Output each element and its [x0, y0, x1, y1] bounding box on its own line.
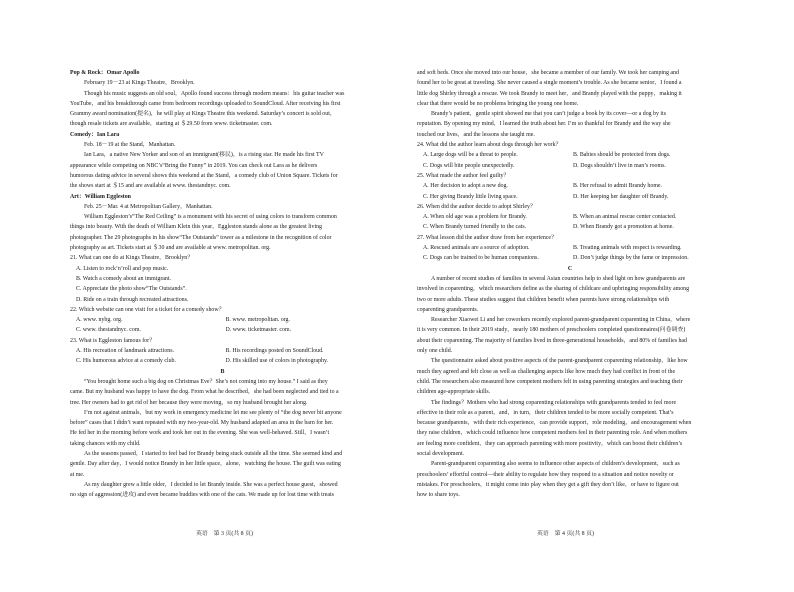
text-line: I’m not against animals，but my work in emergency medicine let me see plenty of “the dog never bit anyone	[84, 409, 342, 416]
text-line: 27. What lesson did the author draw from her experience？	[417, 234, 557, 241]
text-line: social development.	[417, 450, 465, 457]
text-line: little dog Shirley through a rescue. We took Brandy to meet her，and Brandy played with the puppy，making it	[417, 90, 682, 97]
option-text: C. His humorous advice at a comedy club.	[76, 358, 176, 365]
right-page-footer: 英语 第 4 页(共 8 页)	[537, 531, 594, 537]
text-line: the shows start at ＄15 and are available at www. thestandnyc. com.	[70, 183, 231, 190]
option-row	[417, 243, 723, 253]
text-line: D. Ride on a train through recreated attractions.	[76, 296, 189, 303]
option-text: A. His recreation of landmark attractions.	[76, 348, 174, 355]
text-line: He fed her in the morning before work and took her out in the evening. She was well-behaved. Still，I wasn’t	[70, 430, 330, 437]
text-line: Brandy’s patient，gentle spirit showed me that you can’t judge a book by its cover—or a dog by its	[431, 111, 666, 118]
text-line: YouTube，and his breakthrough came from bedroom recordings uploaded to SoundCloud. After receiving his first	[70, 100, 341, 107]
option-text: A. Her decision to adopt a new dog.	[423, 183, 508, 190]
option-text: B. His recordings posted on SoundCloud.	[225, 348, 324, 355]
text-line: reputation. By opening my mind，I learned the truth about her. I’m so thankful for Brandy and the way she	[417, 121, 671, 128]
text-line: William Eggleston’s“The Red Ceiling” is a monument with his secret of using colors to transform common	[84, 214, 337, 221]
text-line: 25. What made the author feel guilty？	[417, 172, 510, 179]
text-line: The findings？Mothers who had strong coparenting relationships with grandparents tended to feel more	[431, 399, 677, 406]
text-line: 22. Which website can one visit for a ticket for a comedy show？	[70, 306, 225, 313]
text-line: found her to be great at traveling. She never caused a single moment’s trouble. As she became senior，I found a	[417, 80, 682, 87]
option-text: B. Treating animals with respect is rewarding.	[573, 245, 682, 252]
passage-label: B	[220, 368, 225, 375]
text-line: B. Watch a comedy about an immigrant.	[76, 275, 171, 282]
text-line: The questionnaire asked about positive aspects of the parent-grandparent coparenting relationship，like how	[431, 358, 688, 365]
option-row	[70, 356, 375, 366]
text-line: are feeling more confident，they can approach parenting with more positivity，which can boost their children’s	[417, 440, 683, 447]
text-line: they raise children，which could influence how competent mothers feel in their parenting role. And when mothers	[417, 430, 688, 437]
option-text: D. Dogs shouldn’t live in man’s rooms.	[573, 162, 666, 169]
option-text: C. www. thestandnyc. com.	[76, 327, 141, 334]
right-page-text	[417, 68, 723, 500]
option-row	[417, 181, 723, 191]
option-row	[70, 315, 375, 325]
option-row	[417, 222, 723, 232]
option-text: A. www. nybg. org.	[76, 317, 123, 324]
text-line: involved in coparenting，which researchers define as the sharing of childcare and upbringing responsibility among	[417, 286, 690, 293]
text-line: mistakes. For preschoolers，it might come into play when they get a gift they don’t like，or have to figure out	[417, 481, 679, 488]
option-row	[417, 192, 723, 202]
text-line: though resale tickets are available，starting at ＄29.50 from www. ticketmaster. com.	[70, 121, 273, 128]
text-line: 21. What can one do at Kings Theatre，Brooklyn？	[70, 255, 194, 262]
text-line: only one child.	[417, 348, 453, 355]
text-line: humorous dating advice in several shows this weekend at the Stand，a comedy club of Union Square. Tickets for	[70, 172, 338, 179]
option-text: D. His skilled use of colors in photography.	[225, 358, 329, 365]
option-text: C. Dogs will bite people unexpectedly.	[423, 162, 515, 169]
text-line: no sign of aggression(进攻) and even became buddies with one of the cats. We made up for lost time with treats	[70, 492, 334, 499]
text-line: clear that there would be no problems bringing the young one home.	[417, 100, 579, 107]
text-line: before” cases that I didn’t want repeated with my two-year-old. My husband adapted an area in the barn for her.	[70, 420, 334, 427]
text-line: about their coparenting. The majority of families lived in three-generational households，and 80% of families had	[417, 337, 687, 344]
option-row	[417, 253, 723, 263]
text-line: “You brought home such a big dog on Christmas Eve？She’s not coming into my house.” I said as they	[84, 378, 328, 385]
option-text: D. When Brandy got a promotion at home.	[573, 224, 674, 231]
option-row	[70, 325, 375, 335]
text-line: at me.	[70, 471, 85, 478]
option-text: B. Her refusal to admit Brandy home.	[573, 183, 662, 190]
option-text: A. Large dogs will be a threat to people.	[423, 152, 518, 159]
text-line: Parent-grandparent coparenting also seems to influence other aspects of children’s development，such as	[431, 461, 680, 468]
left-page-text	[70, 68, 375, 500]
option-text: B. www. metropolitan. org.	[225, 317, 290, 324]
text-line: Feb. 25－Mar. 4 at Metropolitan Gallery，Manhattan.	[84, 203, 213, 210]
section-heading: Pop & Rock：Omar Apollo	[70, 70, 140, 76]
text-line: touched our lives，and the lessons she taught me.	[417, 131, 535, 138]
section-heading: Art：William Eggleston	[70, 193, 131, 200]
text-line: and soft beds. Once she moved into our house，she became a member of our family. We took her camping and	[417, 70, 679, 76]
text-line: photography as art. Tickets start at ＄30 and are available at www. metropolitan. org.	[70, 245, 271, 252]
text-line: A number of recent studies of families in several Asian countries help to shed light on how grandparents are	[431, 275, 686, 282]
passage-label: C	[567, 265, 573, 272]
option-text: C. Her giving Brandy little living space.	[423, 193, 518, 200]
text-line: Researcher Xiaowei Li and her coworkers recently explored parent-grandparent coparenting in China，where	[431, 317, 691, 324]
option-text: A. Rescued animals are a source of adoption.	[423, 245, 530, 252]
option-text: D. www. ticketmaster. com.	[225, 327, 292, 334]
option-text: B. Babies should be protected from dogs.	[573, 152, 671, 159]
text-line: 24. What did the author learn about dogs through her work？	[417, 142, 562, 149]
text-line: taking chances with my child.	[70, 440, 141, 447]
left-page-footer: 英语 第 3 页(共 8 页)	[196, 531, 253, 537]
option-text: D. Her keeping her daughter off Brandy.	[573, 193, 669, 200]
text-line: much they agreed and felt close as well as challenging aspects like how much they had conflict in front of the	[417, 368, 676, 375]
text-line: child. The researchers also measured how competent mothers felt in using parenting strategies and teaching their	[417, 378, 683, 385]
text-line: 23. What is Eggleston famous for？	[70, 337, 155, 344]
option-text: C. Dogs can be trained to be human companions.	[423, 255, 539, 262]
text-line: Ian Lara，a native New Yorker and son of an immigrant(移民)，is a rising star. He made his first TV	[84, 152, 324, 159]
text-line: came. But my husband was happy to have the dog. From what he described，she had been neglected and tied to a	[70, 389, 339, 396]
text-line: tree. Her owners had to get rid of her because they were moving，so my husband brought her along.	[70, 399, 308, 406]
text-line: children age-appropriate skills.	[417, 389, 491, 396]
text-line: C. Appreciate the photo show“The Outstands”.	[76, 286, 187, 293]
text-line: preschoolers’ effortful control—their ability to regulate how they respond to a situation and notice novelty or	[417, 471, 674, 478]
text-line: As the seasons passed，I started to feel bad for Brandy being stuck outside all the time. She seemed kind and	[84, 450, 343, 457]
section-heading: Comedy：Ian Lara	[70, 131, 120, 138]
option-text: B. When an animal rescue center contacted.	[573, 214, 677, 221]
text-line: Feb. 18－19 at the Stand，Manhattan.	[84, 142, 176, 149]
option-row	[417, 150, 723, 160]
text-line: February 19－23 at Kings Theatre，Brooklyn.	[84, 80, 195, 87]
text-line: two or more adults. These studies suggest that children benefit when parents have strong relationships with	[417, 296, 670, 303]
text-line: things into beauty. With the death of William Klein this year，Eggleston stands alone as the greatest living	[70, 224, 323, 231]
option-row	[417, 161, 723, 171]
option-row	[417, 212, 723, 222]
text-line: Grammy award nomination(提名)，he will play at Kings Theatre this weekend. Saturday’s concert is sold out，	[70, 111, 336, 118]
text-line: A. Listen to rock’n’roll and pop music.	[76, 265, 169, 272]
option-text: D. Don’t judge things by the fame or impression.	[573, 255, 689, 262]
text-line: 26. When did the author decide to adopt Shirley？	[417, 203, 536, 210]
text-line: how to share toys.	[417, 492, 460, 499]
text-line: effective in their role as a parent，and，in turn，their children tended to be more socially competent. That’s	[417, 409, 674, 416]
text-line: photographer. The 29 photographs in his show“The Outstands” tower as a milestone in the recognition of color	[70, 234, 332, 241]
text-line: gentle. Day after day，I would notice Brandy in her little space，alone，watching the house. The guilt was eating	[70, 461, 341, 468]
text-line: As my daughter grew a little older，I decided to let Brandy inside. She was a perfect house guest，showed	[84, 481, 338, 488]
text-line: appearance while competing on NBC’s“Bring the Funny” in 2019. You can check out Lara as he delivers	[70, 162, 318, 169]
option-text: C. When Brandy turned friendly to the cats.	[423, 224, 527, 231]
option-text: A. When old age was a problem for Brandy.	[423, 214, 527, 221]
text-line: Though his music suggests an old soul，Apollo found success through modern means：his guitar teacher was	[84, 90, 345, 97]
text-line: it is very common. In their 2019 study，nearly 180 mothers of preschoolers completed questionnaires(问卷调查)	[417, 327, 686, 334]
text-line: because grandparents，with their rich experience，can provide support，role modeling，and encouragement when	[417, 420, 692, 427]
text-line: coparenting grandparents.	[417, 306, 479, 313]
option-row	[70, 346, 375, 356]
